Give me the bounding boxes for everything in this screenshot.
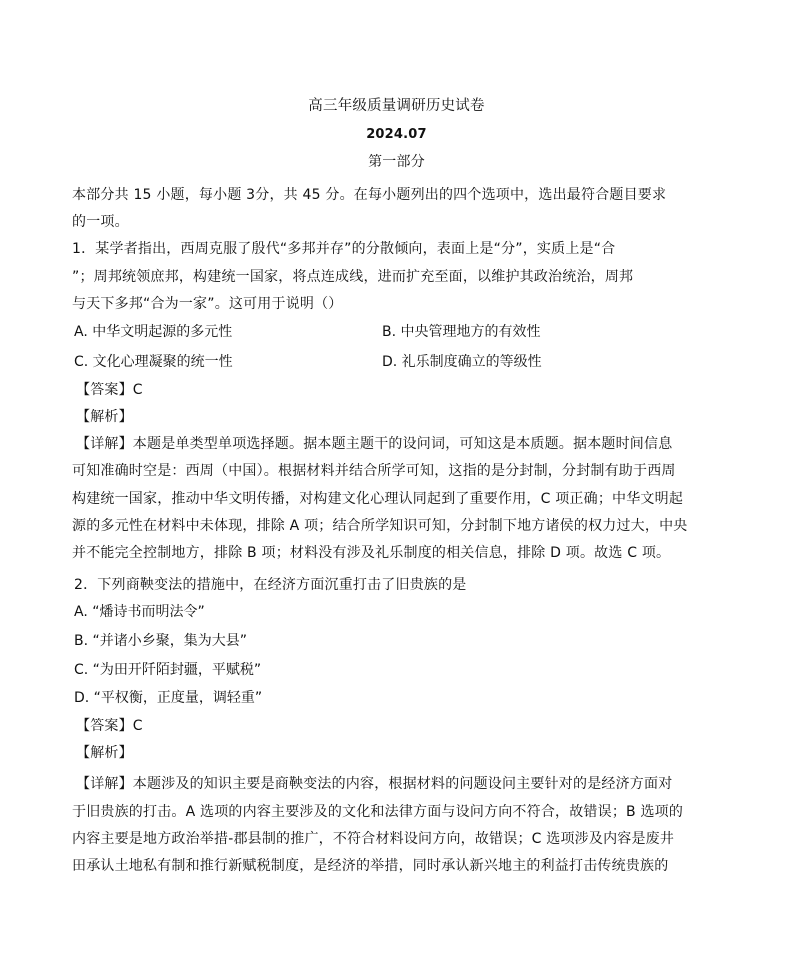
q2-option-a: A. “燔诗书而明法令” <box>74 604 205 620</box>
q2-option-c: C. “为田开阡陌封疆，平赋税” <box>74 662 262 678</box>
q2-option-d: D. “平权衡，正度量，调轻重” <box>74 690 263 706</box>
q1-detail-line-4: 源的多元性在材料中未体现，排除 A 项；结合所学知识可知，分封制下地方诸侯的权力过大，中央 <box>72 518 688 534</box>
section-heading: 第一部分 <box>368 154 425 170</box>
q1-option-c: C. 文化心理凝聚的统一性 <box>74 354 233 370</box>
q1-answer: 【答案】C <box>76 382 143 398</box>
q2-detail-line-2: 于旧贵族的打击。A 选项的内容主要涉及的文化和法律方面与设问方向不符合，故错误；B 选项的 <box>72 804 684 820</box>
q1-stem-line-3: 与天下多邦“合为一家”。这可用于说明（） <box>72 296 343 312</box>
exam-date: 2024.07 <box>366 127 427 142</box>
q2-stem: 2．下列商鞅变法的措施中，在经济方面沉重打击了旧贵族的是 <box>74 577 467 593</box>
q1-detail-line-1: 【详解】本题是单类型单项选择题。据本题主题干的设问词，可知这是本质题。据本题时间信息 <box>76 436 673 452</box>
q1-option-a: A. 中华文明起源的多元性 <box>74 324 233 340</box>
q1-analysis-label: 【解析】 <box>76 409 133 425</box>
q2-detail-line-4: 田承认土地私有制和推行新赋税制度，是经济的举措，同时承认新兴地主的利益打击传统贵族的 <box>72 858 669 874</box>
page-title: 高三年级质量调研历史试卷 <box>308 98 485 114</box>
q1-detail-line-5: 并不能完全控制地方，排除 B 项；材料没有涉及礼乐制度的相关信息，排除 D 项。故选 C 项。 <box>72 545 671 561</box>
q2-analysis-label: 【解析】 <box>76 745 133 761</box>
intro-line-2: 的一项。 <box>72 214 129 230</box>
intro-line-1: 本部分共 15 小题，每小题 3分，共 45 分。在每小题列出的四个选项中，选出最符合题目要求 <box>72 187 667 203</box>
q1-detail-line-3: 构建统一国家，推动中华文明传播，对构建文化心理认同起到了重要作用，C 项正确；中华文明起 <box>72 491 684 507</box>
q1-detail-line-2: 可知准确时空是：西周（中国）。根据材料并结合所学可知，这指的是分封制，分封制有助于西周 <box>72 463 676 479</box>
q1-option-d: D. 礼乐制度确立的等级性 <box>382 354 542 370</box>
q1-stem-line-2: ”；周邦统领庶邦，构建统一国家，将点连成线，进而扩充至面，以维护其政治统治，周邦 <box>72 269 634 285</box>
q1-stem-line-1: 1．某学者指出，西周克服了殷代“多邦并存”的分散倾向，表面上是“分”，实质上是“合 <box>72 241 616 257</box>
q2-answer: 【答案】C <box>76 718 143 734</box>
q2-detail-line-3: 内容主要是地方政治举措-郡县制的推广，不符合材料设问方向，故错误；C 选项涉及内容是废井 <box>72 831 675 847</box>
q2-option-b: B. “并诸小乡聚，集为大县” <box>74 633 248 649</box>
q2-detail-line-1: 【详解】本题涉及的知识主要是商鞅变法的内容，根据材料的问题设问主要针对的是经济方面对 <box>76 776 673 792</box>
q1-option-b: B. 中央管理地方的有效性 <box>382 324 541 340</box>
